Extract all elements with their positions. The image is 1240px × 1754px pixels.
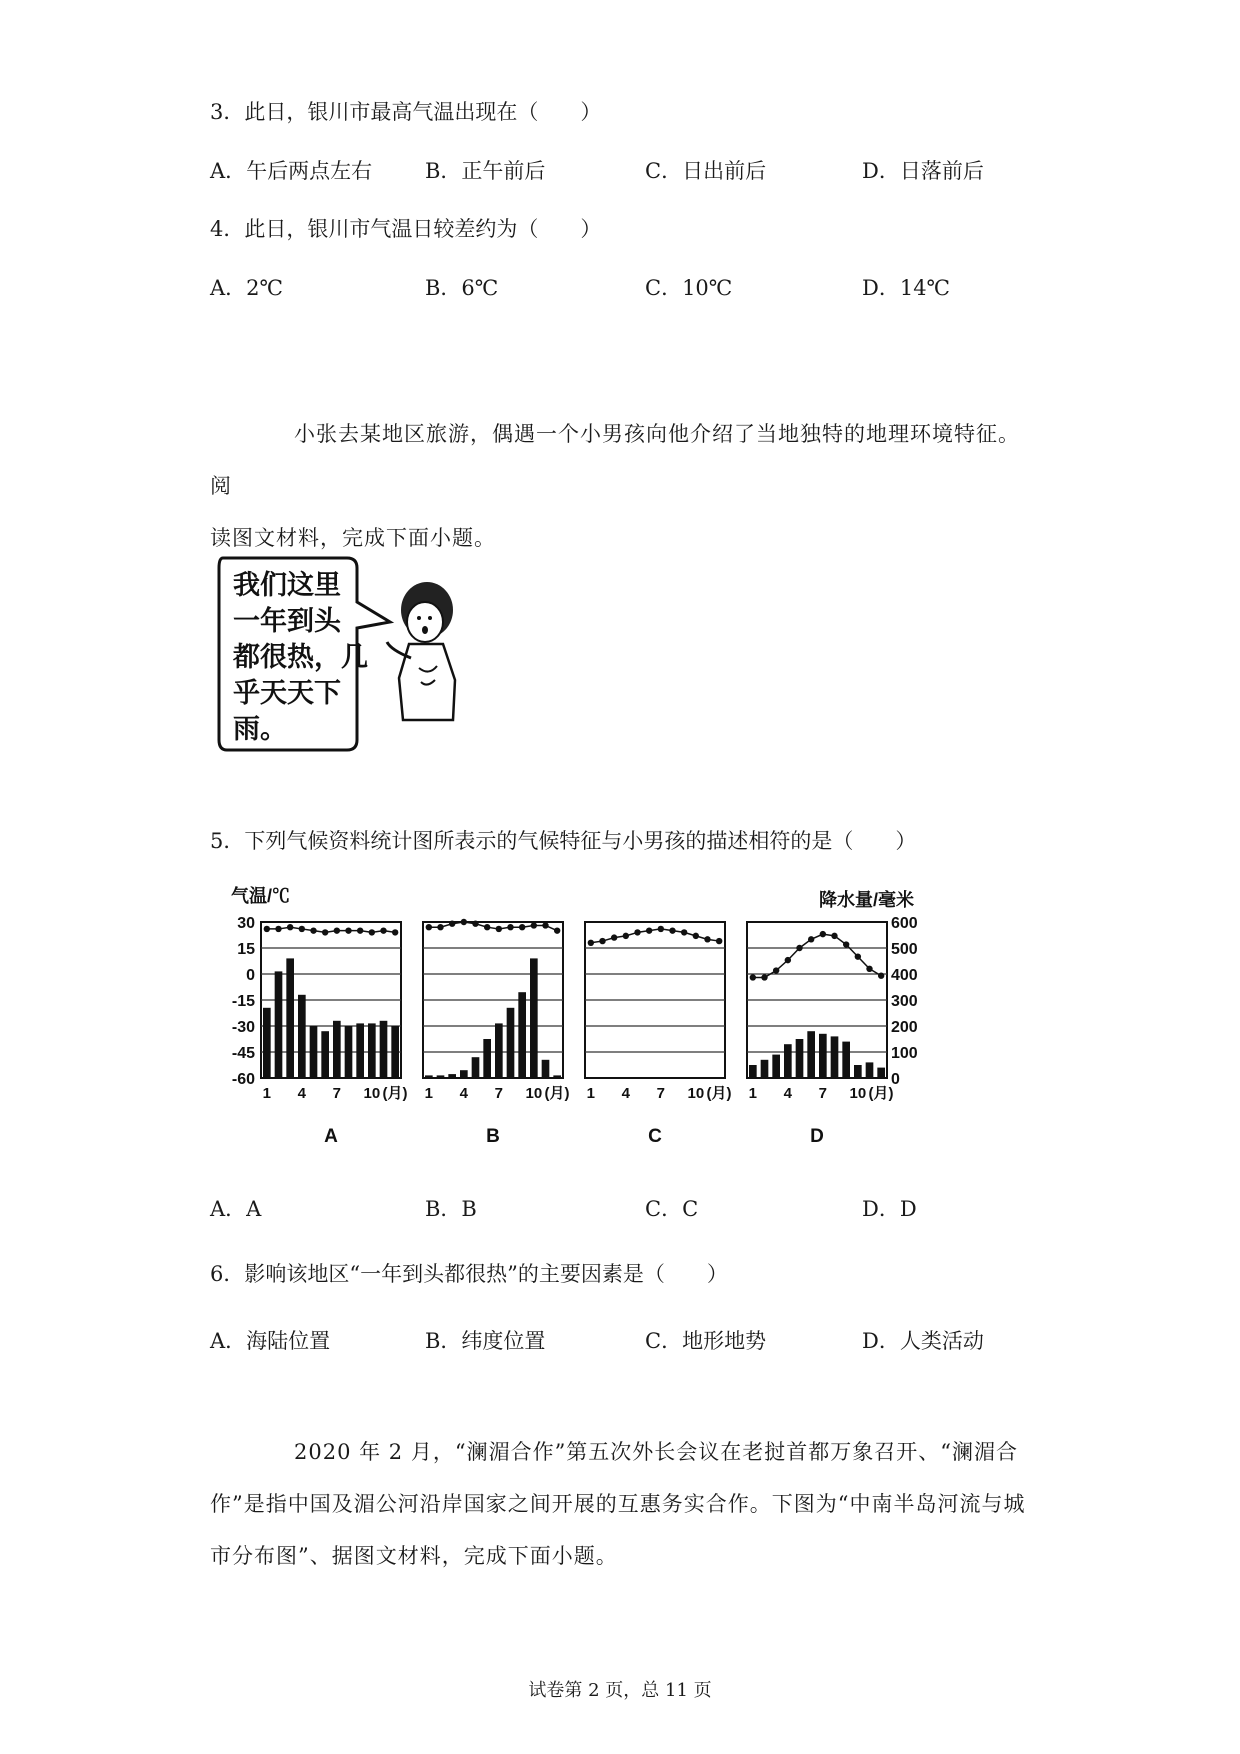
temp-point <box>264 926 270 932</box>
q5-option-b: B．B <box>425 1197 477 1221</box>
q5-option-a: A．A <box>210 1197 262 1221</box>
precip-bar <box>448 1074 456 1078</box>
panel-label: D <box>810 1126 824 1147</box>
temp-point <box>507 924 513 930</box>
month-tick-label: (月) <box>706 1085 732 1102</box>
month-tick-label: 10 <box>363 1085 381 1102</box>
temp-point <box>334 927 340 933</box>
month-tick-label: 4 <box>297 1085 307 1102</box>
precip-bar <box>761 1060 769 1078</box>
q6-option-a: A．海陆位置 <box>210 1329 331 1353</box>
q3-option-a: A．午后两点左右 <box>210 159 373 183</box>
precip-tick-label: 100 <box>891 1045 918 1062</box>
month-tick-label: 10 <box>525 1085 543 1102</box>
month-tick-label: (月) <box>544 1085 570 1102</box>
precip-tick-label: 400 <box>891 967 918 984</box>
month-tick-label: 4 <box>459 1085 469 1102</box>
climate-panel-b <box>423 919 570 1147</box>
q5-option-d: D．D <box>862 1197 917 1221</box>
temp-tick-label: -15 <box>231 993 255 1010</box>
boy-speech-cartoon <box>215 550 475 760</box>
month-tick-label: 10 <box>849 1085 867 1102</box>
precip-bar <box>356 1023 364 1078</box>
passage-2 <box>210 1426 1040 1582</box>
temp-tick-label: 0 <box>246 967 255 984</box>
temp-point <box>554 927 560 933</box>
precip-bar <box>275 971 283 1078</box>
temp-point <box>866 966 872 972</box>
precip-bar <box>263 1008 271 1078</box>
temp-point <box>796 945 802 951</box>
temp-point <box>831 933 837 939</box>
temp-point <box>542 922 548 928</box>
bubble-line-5: 雨。 <box>233 714 287 745</box>
precip-tick-labels <box>891 915 918 1088</box>
temp-point <box>531 922 537 928</box>
passage-1 <box>210 408 1040 564</box>
temp-axis-label: 气温/℃ <box>231 886 291 906</box>
precip-bar <box>380 1021 388 1078</box>
month-tick-label: 10 <box>687 1085 705 1102</box>
precip-bar <box>472 1057 480 1078</box>
bubble-line-1: 我们这里 <box>233 570 341 601</box>
q3-option-c: C．日出前后 <box>645 159 767 183</box>
precip-bar <box>495 1023 503 1078</box>
q6-stem: 6．影响该地区“一年到头都很热”的主要因素是（ ） <box>210 1262 728 1286</box>
temp-point <box>519 924 525 930</box>
temp-point <box>287 924 293 930</box>
temp-tick-label: 15 <box>237 941 255 958</box>
temp-point <box>611 934 617 940</box>
temp-point <box>843 941 849 947</box>
temp-point <box>380 927 386 933</box>
page-footer: 试卷第 2 页，总 11 页 <box>528 1680 712 1701</box>
precip-tick-label: 600 <box>891 915 918 932</box>
precip-bar <box>391 1026 399 1078</box>
temp-point <box>472 921 478 927</box>
climate-panels <box>261 919 894 1147</box>
q3-option-b: B．正午前后 <box>425 159 546 183</box>
month-tick-label: 4 <box>783 1085 793 1102</box>
precip-axis-label: 降水量/毫米 <box>819 890 915 910</box>
precip-tick-label: 500 <box>891 941 918 958</box>
climate-panel-d <box>747 922 894 1147</box>
precip-bar <box>460 1070 468 1078</box>
precip-tick-label: 200 <box>891 1019 918 1036</box>
month-tick-label: 7 <box>818 1085 828 1102</box>
precip-bar <box>842 1042 850 1078</box>
boy-figure <box>387 582 455 720</box>
month-tick-label: (月) <box>868 1085 894 1102</box>
temp-point <box>275 926 281 932</box>
panel-label: B <box>486 1126 500 1147</box>
temp-point <box>658 926 664 932</box>
temp-tick-label: -45 <box>231 1045 255 1062</box>
q6-option-d: D．人类活动 <box>862 1329 984 1353</box>
panel-label: C <box>648 1126 662 1147</box>
precip-bar <box>437 1075 445 1078</box>
precip-bar <box>796 1039 804 1078</box>
temp-point <box>426 924 432 930</box>
q6-option-c: C．地形地势 <box>645 1329 767 1353</box>
precip-bar <box>854 1065 862 1078</box>
q4-option-c: C．10℃ <box>645 276 733 300</box>
month-tick-label: 1 <box>424 1085 434 1102</box>
q4-option-a: A．2℃ <box>210 276 284 300</box>
precip-bar <box>866 1062 874 1078</box>
climate-charts <box>225 880 925 1150</box>
q5-stem: 5．下列气候资料统计图所表示的气候特征与小男孩的描述相符的是（ ） <box>210 829 917 853</box>
precip-bar <box>345 1026 353 1078</box>
temp-point <box>693 933 699 939</box>
precip-bar <box>772 1055 780 1078</box>
q3-option-d: D．日落前后 <box>862 159 984 183</box>
temp-tick-labels <box>232 915 255 1088</box>
month-tick-label: 7 <box>494 1085 504 1102</box>
q6-option-b: B．纬度位置 <box>425 1329 546 1353</box>
temp-point <box>449 921 455 927</box>
temp-point <box>310 927 316 933</box>
passage-2-line-2: 作”是指中国及湄公河沿岸国家之间开展的互惠务实合作。下图为“中南半岛河流与城 <box>210 1492 1026 1516</box>
month-tick-label: (月) <box>382 1085 408 1102</box>
precip-bar <box>819 1034 827 1078</box>
temp-point <box>588 940 594 946</box>
temp-point <box>878 973 884 979</box>
q5-option-c: C．C <box>645 1197 699 1221</box>
month-tick-label: 1 <box>262 1085 272 1102</box>
q4-option-b: B．6℃ <box>425 276 499 300</box>
temp-point <box>357 927 363 933</box>
bubble-line-2: 一年到头 <box>233 606 341 637</box>
temp-point <box>484 924 490 930</box>
climate-panel-a <box>261 922 408 1147</box>
temp-point <box>820 931 826 937</box>
temp-point <box>750 974 756 980</box>
precip-bar <box>483 1039 491 1078</box>
temp-point <box>785 957 791 963</box>
temp-point <box>599 938 605 944</box>
temp-point <box>761 974 767 980</box>
panel-label: A <box>324 1126 338 1147</box>
precip-bar <box>749 1065 757 1078</box>
q4-option-d: D．14℃ <box>862 276 951 300</box>
temp-tick-label: 30 <box>237 915 255 932</box>
precip-bar <box>333 1021 341 1078</box>
precip-bar <box>784 1044 792 1078</box>
precip-bar <box>507 1008 515 1078</box>
temp-point <box>704 936 710 942</box>
precip-bar <box>368 1023 376 1078</box>
temp-point <box>392 929 398 935</box>
temp-point <box>681 929 687 935</box>
temp-point <box>855 953 861 959</box>
month-tick-label: 4 <box>621 1085 631 1102</box>
precip-bar <box>634 1077 642 1078</box>
q4-stem: 4．此日，银川市气温日较差约为（ ） <box>210 217 602 241</box>
temp-point <box>634 929 640 935</box>
precip-bar <box>831 1036 839 1078</box>
precip-bar <box>286 958 294 1078</box>
temp-point <box>299 926 305 932</box>
precip-tick-label: 0 <box>891 1071 900 1088</box>
month-tick-label: 7 <box>332 1085 342 1102</box>
precip-bar <box>807 1031 815 1078</box>
precip-tick-label: 300 <box>891 993 918 1010</box>
temp-point <box>369 929 375 935</box>
month-tick-label: 1 <box>586 1085 596 1102</box>
climate-panel-c <box>585 922 732 1147</box>
month-tick-label: 1 <box>748 1085 758 1102</box>
temp-tick-label: -30 <box>231 1019 255 1036</box>
passage-1-line-2: 读图文材料，完成下面小题。 <box>210 526 496 550</box>
temp-point <box>646 927 652 933</box>
precip-bar <box>530 958 538 1078</box>
passage-2-line-3: 市分布图”、据图文材料，完成下面小题。 <box>210 1544 618 1568</box>
temp-point <box>345 927 351 933</box>
bubble-line-4: 乎天天下 <box>233 678 341 709</box>
precip-bar <box>542 1060 550 1078</box>
temp-point <box>623 933 629 939</box>
temp-point <box>461 919 467 925</box>
temp-point <box>773 967 779 973</box>
temp-point <box>437 924 443 930</box>
bubble-line-3: 都很热，几 <box>233 642 368 673</box>
q3-stem: 3．此日，银川市最高气温出现在（ ） <box>210 100 602 124</box>
temp-point <box>322 929 328 935</box>
temp-point <box>496 926 502 932</box>
temp-tick-label: -60 <box>231 1071 255 1088</box>
precip-bar <box>518 992 526 1078</box>
passage-1-line-1: 小张去某地区旅游，偶遇一个小男孩向他介绍了当地独特的地理环境特征。阅 <box>210 422 1020 498</box>
precip-bar <box>877 1068 885 1078</box>
precip-bar <box>298 995 306 1078</box>
precip-bar <box>553 1075 561 1078</box>
precip-bar <box>321 1031 329 1078</box>
temp-point <box>808 936 814 942</box>
month-tick-label: 7 <box>656 1085 666 1102</box>
precip-bar <box>425 1075 433 1078</box>
temp-point <box>716 938 722 944</box>
precip-bar <box>310 1026 318 1078</box>
passage-2-line-1: 2020 年 2 月，“澜湄合作”第五次外长会议在老挝首都万象召开、“澜湄合 <box>294 1440 1019 1464</box>
temp-point <box>669 927 675 933</box>
